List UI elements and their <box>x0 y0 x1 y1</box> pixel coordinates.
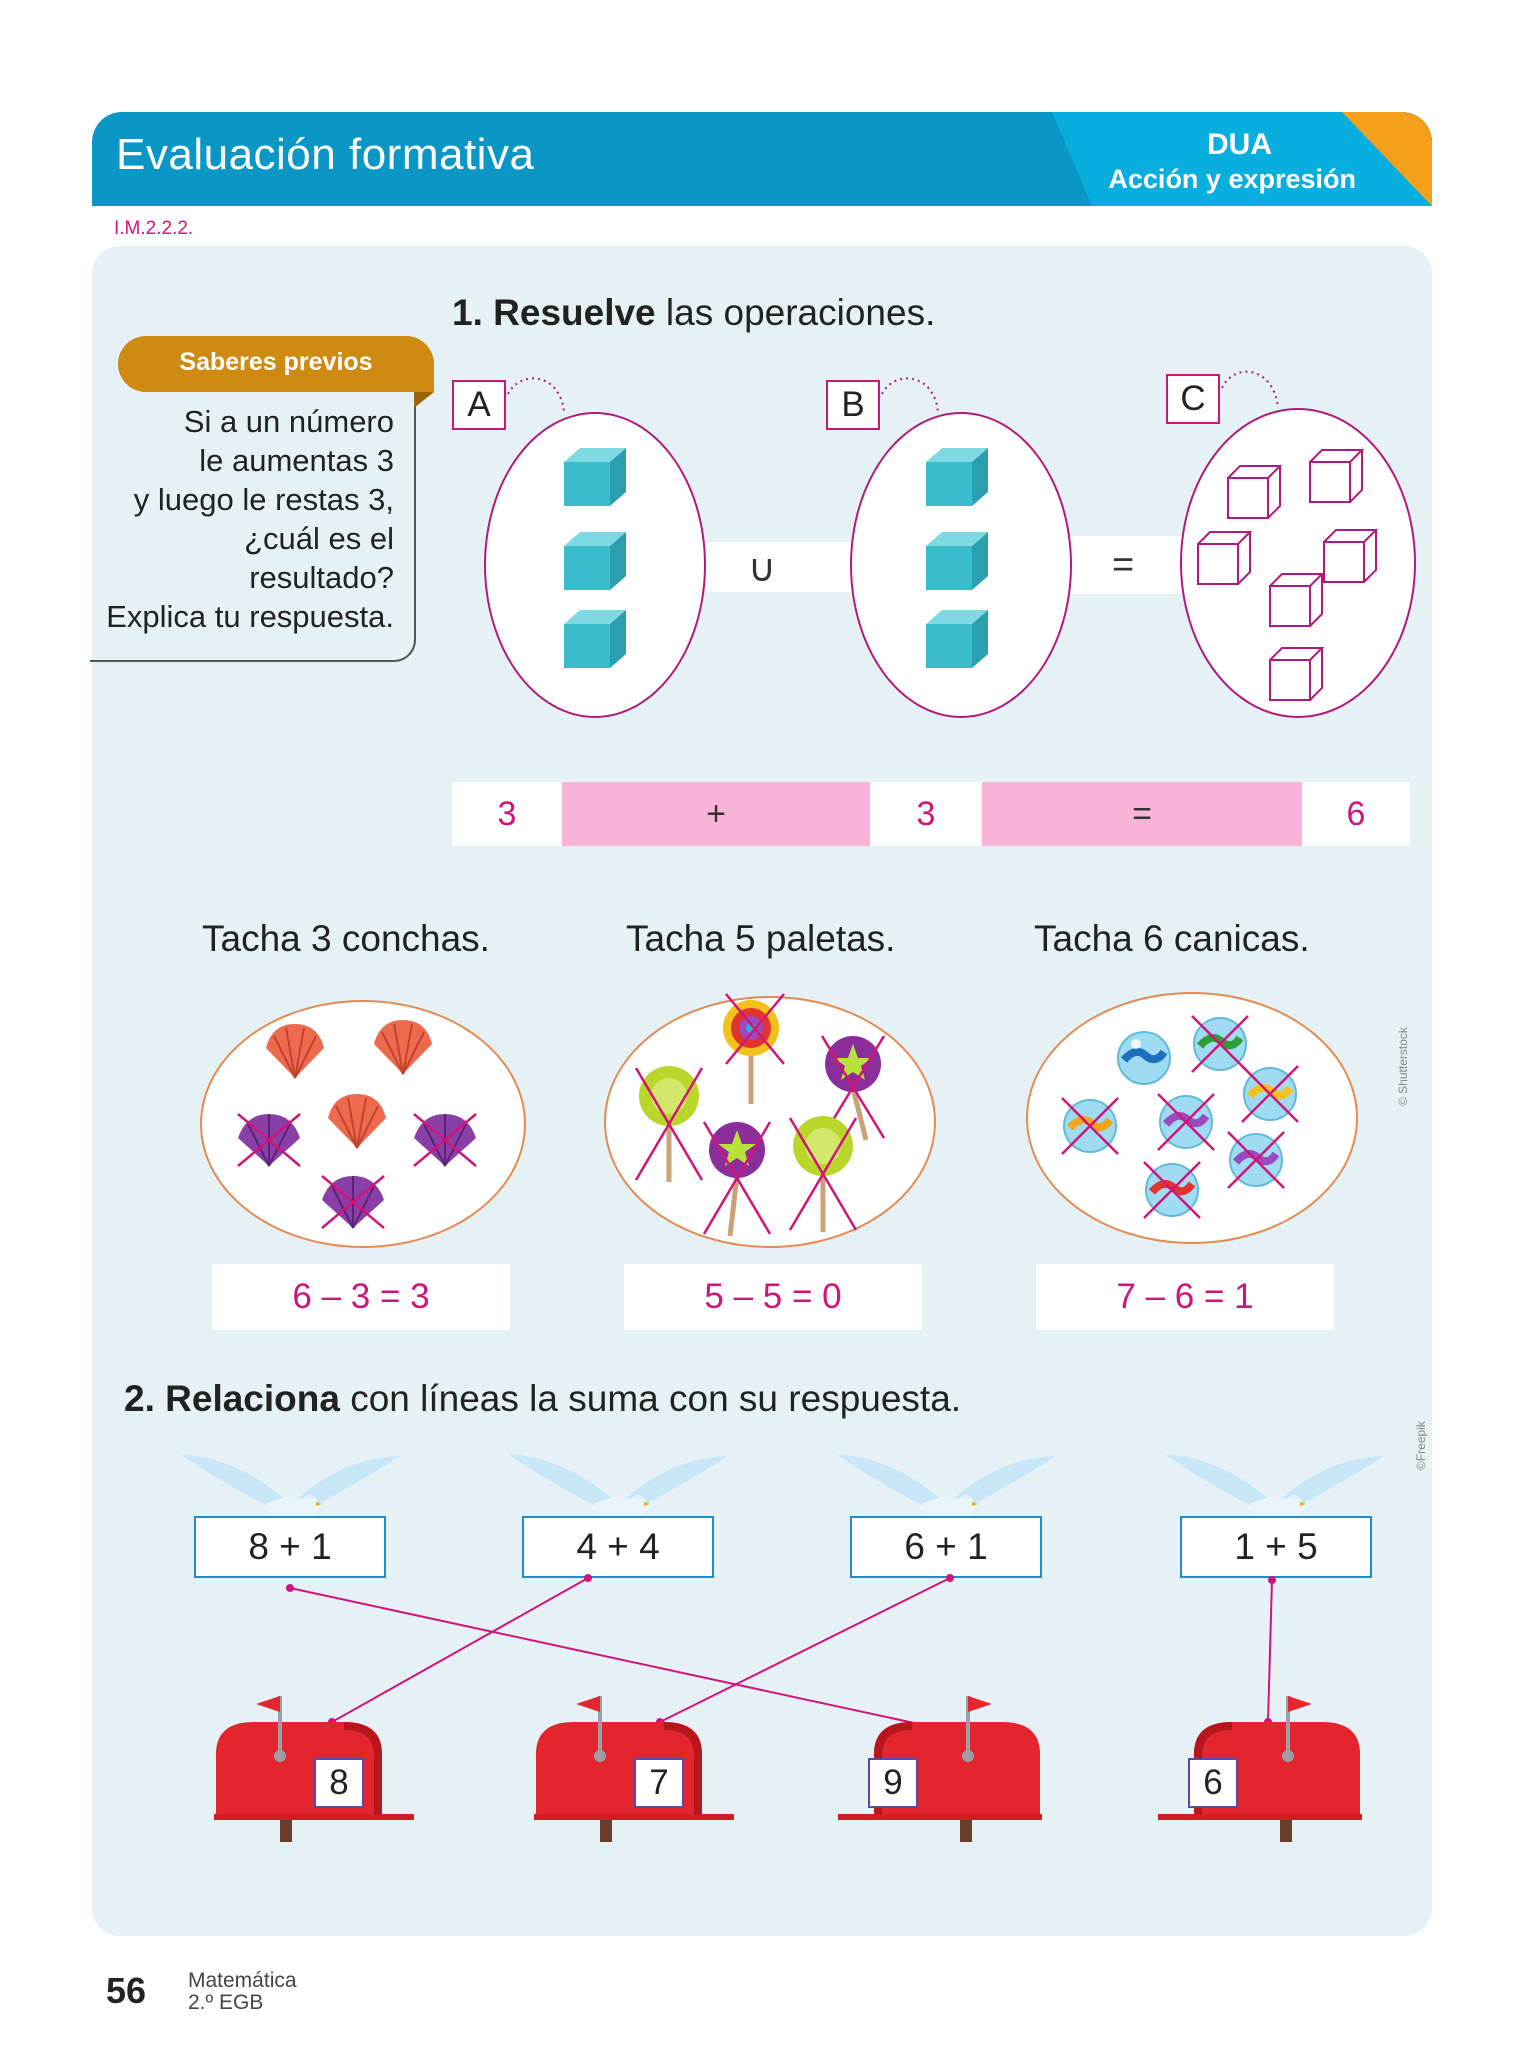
credit-shutterstock: © Shutterstock <box>1396 1027 1410 1106</box>
task-lollipops-instruction: Tacha 5 paletas. <box>626 918 896 959</box>
lollipops-answer: 5 – 5 = 0 <box>624 1264 922 1330</box>
question-1-verb: Resuelve <box>493 292 656 333</box>
equation-cell-5: 6 <box>1302 782 1410 846</box>
footer-subject <box>188 1970 297 2014</box>
task-shells-instruction: Tacha 3 conchas. <box>202 918 490 959</box>
set-a-label: A <box>452 380 506 430</box>
dua-title: DUA <box>1207 128 1272 161</box>
mailbox-number-1: 8 <box>314 1758 364 1808</box>
mailbox-number-2: 7 <box>634 1758 684 1808</box>
saberes-text: Si a un número le aumentas 3 y luego le restas 3, ¿cuál es el resultado? Explica tu respuesta. <box>106 404 394 634</box>
grade-level: 2.º EGB <box>188 1991 264 2014</box>
page-number: 56 <box>106 1970 147 2011</box>
equals-symbol: = <box>1112 544 1135 586</box>
set-b-label: B <box>826 380 880 430</box>
set-c-label: C <box>1166 374 1220 424</box>
saberes-label: Saberes previos <box>179 348 373 376</box>
equation-cell-4: = <box>982 782 1302 846</box>
indicator-code: I.M.2.2.2. <box>114 218 194 239</box>
sum-box-1: 8 + 1 <box>194 1516 386 1578</box>
union-symbol: ∪ <box>748 548 776 590</box>
sum-box-2: 4 + 4 <box>522 1516 714 1578</box>
task-marbles-instruction: Tacha 6 canicas. <box>1034 918 1310 959</box>
subject-name: Matemática <box>188 1969 297 1992</box>
equation-cell-2: + <box>562 782 870 846</box>
mailbox-number-4: 6 <box>1188 1758 1238 1808</box>
question-2-text: con líneas la suma con su respuesta. <box>350 1378 962 1419</box>
question-1-text: las operaciones. <box>665 292 936 333</box>
question-1-number: 1. <box>452 292 483 333</box>
mailbox-number-3: 9 <box>868 1758 918 1808</box>
shells-answer: 6 – 3 = 3 <box>212 1264 510 1330</box>
equation-cell-1: 3 <box>452 782 562 846</box>
question-2-verb: Relaciona <box>165 1378 340 1419</box>
question-2-number: 2. <box>124 1378 155 1419</box>
equation-cell-3: 3 <box>870 782 982 846</box>
sum-box-3: 6 + 1 <box>850 1516 1042 1578</box>
credit-freepik: ©Freepik <box>1414 1421 1428 1470</box>
sum-box-4: 1 + 5 <box>1180 1516 1372 1578</box>
dua-subtitle: Acción y expresión <box>1108 164 1356 194</box>
marbles-answer: 7 – 6 = 1 <box>1036 1264 1334 1330</box>
section-title: Evaluación formativa <box>116 130 535 179</box>
